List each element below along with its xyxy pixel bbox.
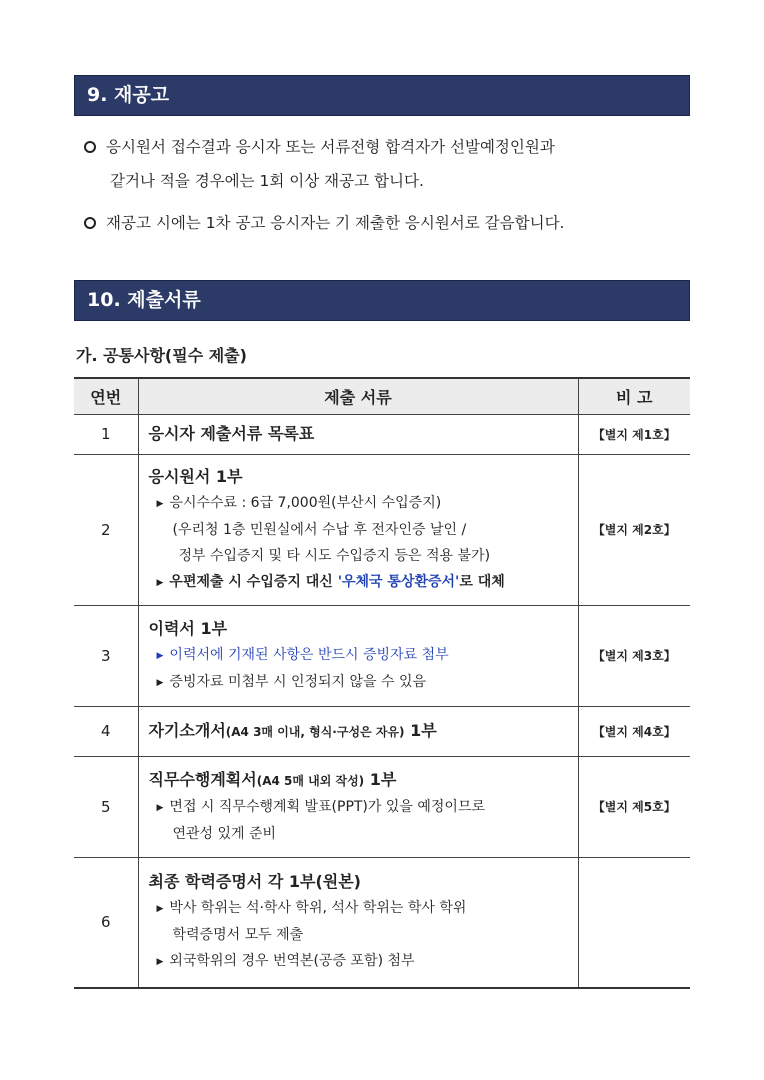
table-row (74, 857, 690, 988)
row-no: 4 (74, 706, 138, 756)
row-no: 1 (74, 414, 138, 454)
circle-bullet-icon (84, 217, 96, 229)
doc-title: 최종 학력증명서 각 1부(원본) (148, 872, 361, 892)
row-note: 【별지 제1호】 (578, 414, 690, 454)
section-10-header: 10. 제출서류 (74, 280, 690, 321)
header-doc: 제출 서류 (138, 378, 578, 414)
row-doc (138, 414, 578, 454)
doc-title: 직무수행계획서(A4 5매 내외 작성) 1부 (148, 769, 397, 789)
doc-item: ▶ 면접 시 직무수행계획 발표(PPT)가 있을 예정이므로 (156, 798, 485, 815)
triangle-bullet-icon: ▶ (156, 677, 164, 688)
row-no: 5 (74, 756, 138, 857)
doc-item-cont: 학력증명서 모두 제출 (172, 927, 304, 944)
row-no: 3 (74, 605, 138, 706)
doc-item-cont: 연관성 있게 준비 (172, 825, 277, 842)
table-row (74, 414, 690, 454)
bullet-text-cont: 같거나 적을 경우에는 1회 이상 재공고 합니다. (110, 172, 424, 190)
table-row (74, 605, 690, 706)
doc-item: ▶ 증빙자료 미첨부 시 인정되지 않을 수 있음 (156, 673, 427, 690)
subsection-title: 가. 공통사항(필수 제출) (76, 346, 247, 365)
circle-bullet-icon (84, 141, 96, 153)
bullet-text: 재공고 시에는 1차 공고 응시자는 기 제출한 응시원서로 갈음합니다. (106, 214, 565, 232)
doc-item: ▶ 이력서에 기재된 사항은 반드시 증빙자료 첨부 (156, 646, 449, 663)
header-note: 비 고 (578, 378, 690, 414)
table-header-row (74, 378, 690, 414)
doc-title: 응시원서 1부 (148, 466, 243, 486)
row-no: 6 (74, 857, 138, 988)
row-note: 【별지 제5호】 (578, 756, 690, 857)
doc-item-cont: (우리청 1층 민원실에서 수납 후 전자인증 날인 / (172, 521, 467, 538)
doc-item: ▶ 박사 학위는 석·학사 학위, 석사 학위는 학사 학위 (156, 900, 467, 917)
section-9-header: 9. 재공고 (74, 75, 690, 116)
doc-item: ▶ 외국학위의 경우 번역본(공증 포함) 첨부 (156, 953, 415, 970)
row-doc (138, 857, 578, 988)
row-doc (138, 756, 578, 857)
row-doc (138, 454, 578, 605)
row-doc (138, 706, 578, 756)
triangle-bullet-icon: ▶ (156, 650, 164, 661)
row-note: 【별지 제2호】 (578, 454, 690, 605)
table-row (74, 454, 690, 605)
documents-table (74, 377, 690, 989)
doc-item-cont: 정부 수입증지 및 타 시도 수입증지 등은 적용 불가) (178, 547, 491, 564)
doc-item: ▶ 우편제출 시 수입증지 대신 '우체국 통상환증서'로 대체 (156, 573, 505, 590)
row-note: 【별지 제3호】 (578, 605, 690, 706)
row-note: 【별지 제4호】 (578, 706, 690, 756)
triangle-bullet-icon: ▶ (156, 577, 164, 588)
table-row (74, 756, 690, 857)
section-9-bullet-1 (84, 130, 694, 198)
triangle-bullet-icon: ▶ (156, 802, 164, 813)
triangle-bullet-icon: ▶ (156, 904, 164, 915)
header-no: 연번 (74, 378, 138, 414)
triangle-bullet-icon: ▶ (156, 498, 164, 509)
doc-title: 응시자 제출서류 목록표 (148, 424, 315, 443)
doc-title: 이력서 1부 (148, 618, 228, 638)
doc-title: 자기소개서(A4 3매 이내, 형식·구성은 자유) 1부 (148, 720, 437, 740)
table-row (74, 706, 690, 756)
triangle-bullet-icon: ▶ (156, 957, 164, 968)
row-note (578, 857, 690, 988)
section-9-bullet-2 (84, 206, 694, 240)
row-no: 2 (74, 454, 138, 605)
row-doc (138, 605, 578, 706)
bullet-text: 응시원서 접수결과 응시자 또는 서류전형 합격자가 선발예정인원과 (106, 138, 555, 156)
doc-item: ▶ 응시수수료 : 6급 7,000원(부산시 수입증지) (156, 494, 442, 511)
